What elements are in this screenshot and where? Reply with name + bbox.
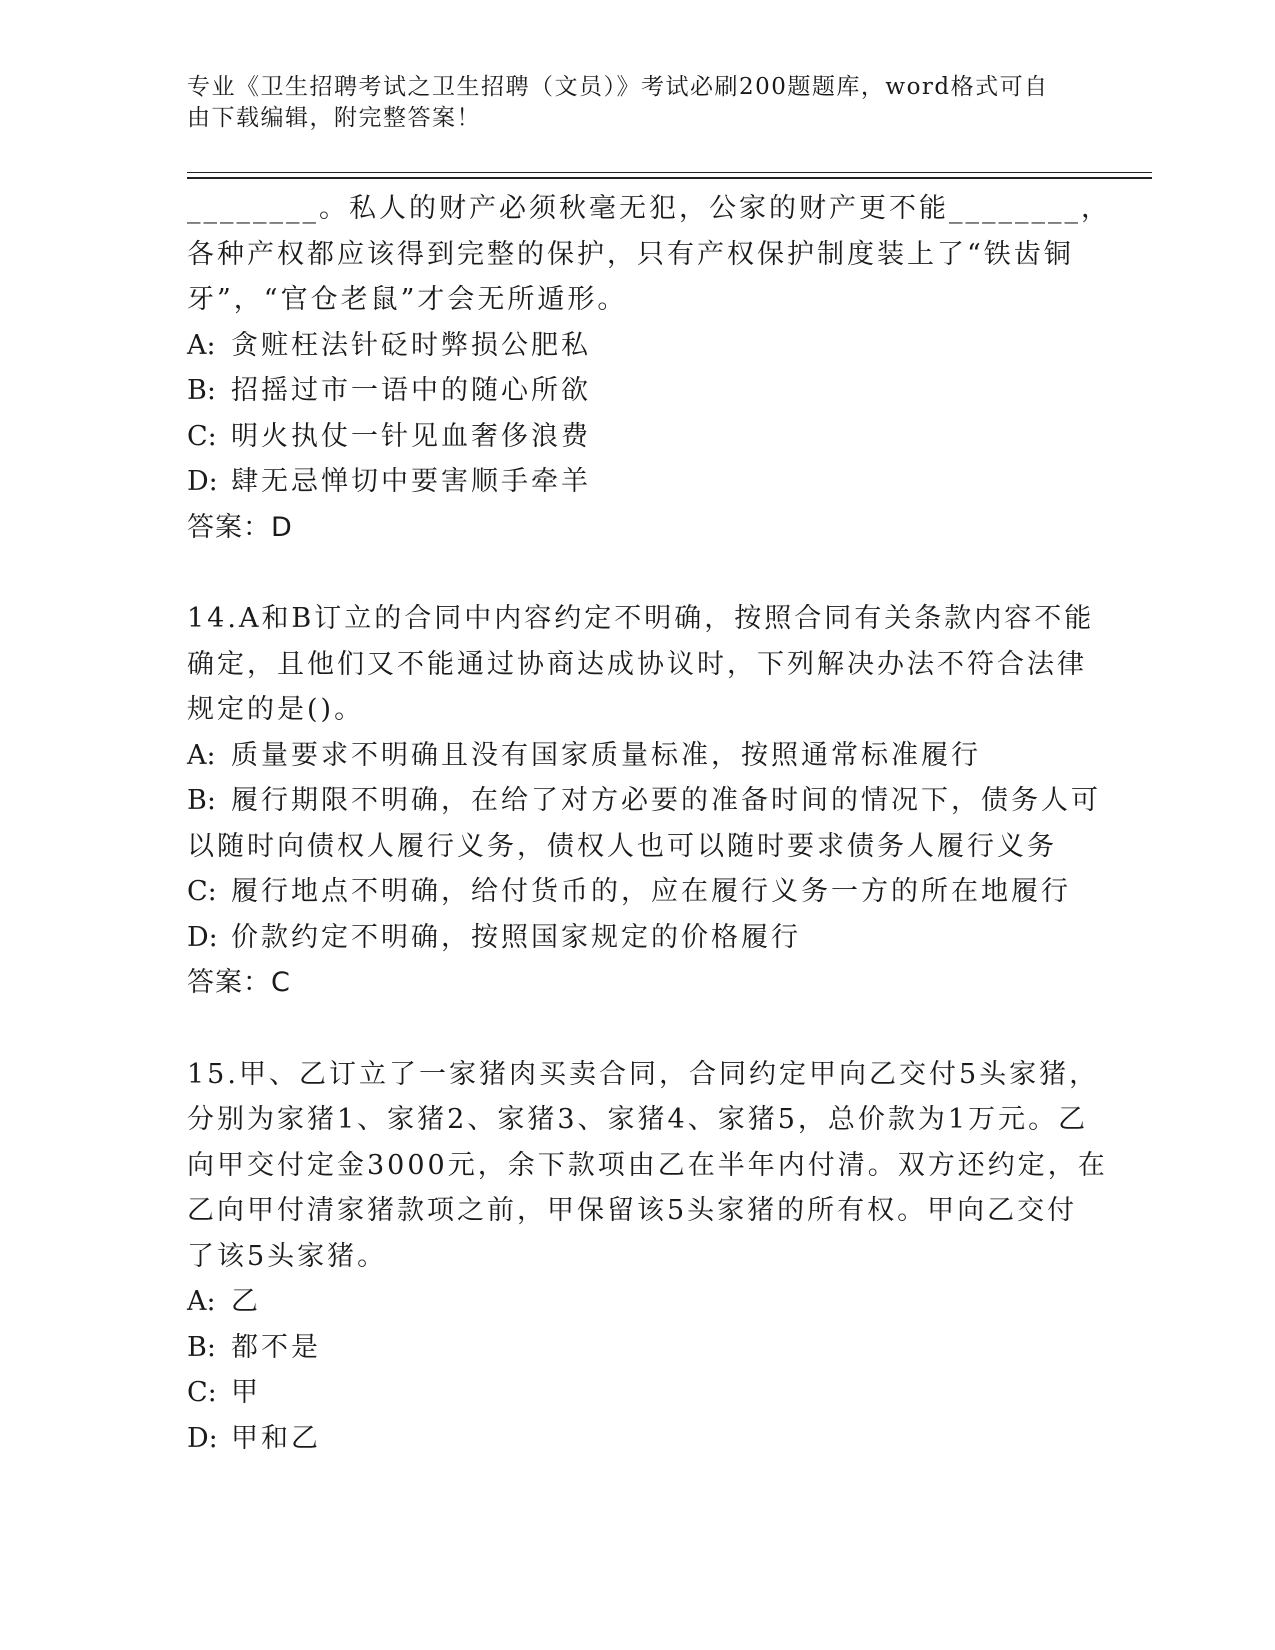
question-13-option-d — [187, 459, 1087, 505]
header-rule-bottom — [187, 177, 1152, 179]
question-14-answer: 答案：C — [187, 967, 291, 998]
question-13-answer: 答案：D — [187, 511, 293, 543]
question-15-option-c — [187, 1370, 1087, 1416]
question-14-stem-line-2: 确定，且他们又不能通过协商达成协议时，下列解决办法不符合法律 — [187, 648, 1087, 680]
option-label: D: — [187, 921, 218, 953]
document-header — [187, 72, 1067, 134]
question-13-option-b — [187, 368, 1087, 414]
question-14 — [187, 596, 1101, 1006]
option-text: 甲和乙 — [231, 1422, 321, 1454]
question-14-option-a — [187, 733, 1087, 779]
option-text: 乙 — [231, 1286, 261, 1317]
option-text: 都不是 — [231, 1331, 321, 1363]
option-label: C: — [187, 420, 217, 452]
option-text: 甲 — [231, 1377, 261, 1408]
option-label: A: — [187, 1286, 216, 1317]
question-14-option-b-continued: 以随时向债权人履行义务，债权人也可以随时要求债务人履行义务 — [187, 830, 1057, 862]
question-14-stem-line-3: 规定的是()。 — [187, 694, 365, 725]
question-13-option-a — [187, 323, 1087, 369]
option-label: C: — [187, 876, 217, 907]
option-label: D: — [187, 1422, 218, 1454]
question-14-option-d — [187, 915, 1087, 961]
question-15-stem-line-4: 乙向甲付清家猪款项之前，甲保留该5头家猪的所有权。甲向乙交付 — [187, 1195, 1078, 1226]
question-13-stem-line-3: 牙”，“官仓老鼠”才会无所遁形。 — [187, 284, 628, 315]
question-13-option-c — [187, 414, 1087, 460]
option-label: A: — [187, 329, 216, 361]
option-text: 明火执仗一针见血奢侈浪费 — [231, 420, 591, 452]
option-label: C: — [187, 1377, 217, 1408]
question-15-option-b — [187, 1325, 1087, 1371]
question-14-option-b — [187, 778, 1101, 824]
option-text: 履行期限不明确，在给了对方必要的准备时间的情况下，债务人可 — [231, 785, 1101, 816]
header-line-2: 由下载编辑，附完整答案！ — [187, 105, 481, 131]
option-text: 价款约定不明确，按照国家规定的价格履行 — [231, 921, 801, 953]
question-13 — [187, 186, 1111, 550]
option-text: 贪赃枉法针砭时弊损公肥私 — [231, 329, 591, 361]
question-15-stem-line-3: 向甲交付定金3000元，余下款项由乙在半年内付清。双方还约定，在 — [187, 1149, 1108, 1181]
question-13-stem-line-2: 各种产权都应该得到完整的保护，只有产权保护制度装上了“铁齿铜 — [187, 238, 1074, 270]
option-label: D: — [187, 466, 218, 497]
question-list — [187, 186, 1111, 1461]
header-line-1: 专业《卫生招聘考试之卫生招聘（文员）》考试必刷200题题库，word格式可自 — [187, 74, 1049, 100]
question-15-stem-line-5: 了该5头家猪。 — [187, 1240, 388, 1272]
question-15 — [187, 1052, 1108, 1462]
question-14-stem-line-1: 14.A和B订立的合同中内容约定不明确，按照合同有关条款内容不能 — [187, 603, 1095, 634]
option-text: 履行地点不明确，给付货币的，应在履行义务一方的所在地履行 — [231, 876, 1071, 907]
option-text: 招摇过市一语中的随心所欲 — [231, 375, 591, 406]
option-label: A: — [187, 739, 216, 771]
option-label: B: — [187, 785, 216, 816]
question-14-option-c — [187, 869, 1087, 915]
option-text: 肆无忌惮切中要害顺手牵羊 — [231, 466, 591, 497]
option-label: B: — [187, 1331, 216, 1363]
question-15-stem-line-2: 分别为家猪1、家猪2、家猪3、家猪4、家猪5，总价款为1万元。乙 — [187, 1104, 1089, 1135]
question-15-option-a — [187, 1279, 1087, 1325]
option-text: 质量要求不明确且没有国家质量标准，按照通常标准履行 — [231, 739, 981, 771]
question-15-option-d — [187, 1416, 1087, 1462]
header-rule-top — [187, 172, 1152, 173]
question-15-stem-line-1: 15.甲、乙订立了一家猪肉买卖合同，合同约定甲向乙交付5头家猪， — [187, 1058, 1100, 1090]
option-label: B: — [187, 375, 216, 406]
question-13-stem-line-1: ________。私人的财产必须秋毫无犯，公家的财产更不能________， — [187, 193, 1111, 224]
